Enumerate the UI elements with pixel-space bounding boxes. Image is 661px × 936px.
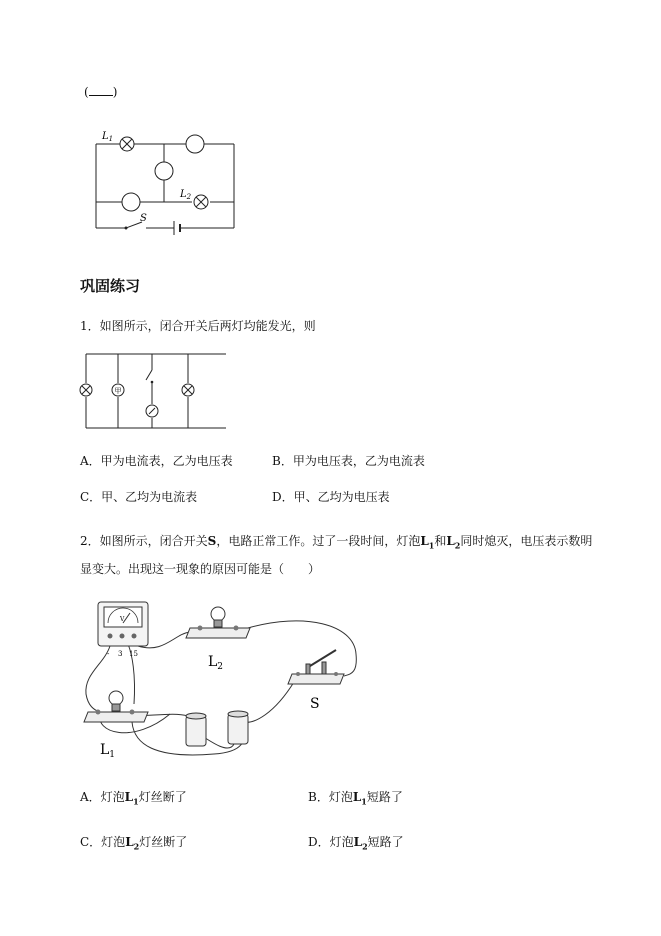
voltmeter-icon	[98, 602, 148, 658]
label-L2: $L_2$	[180, 189, 192, 201]
fig-label-L1: $L_1$	[100, 742, 116, 760]
fig-label-S: S	[310, 696, 320, 712]
q1-option-c[interactable]: C．甲、乙均为电流表	[80, 490, 198, 504]
lamp-L2-board-icon	[186, 607, 250, 638]
q2-stem-line2: 显变大。出现这一现象的原因可能是（ ）	[80, 562, 321, 576]
battery-1-icon	[186, 713, 206, 746]
svg-text:15: 15	[129, 650, 138, 658]
q1-stem: 1．如图所示，闭合开关后两灯均能发光，则	[80, 319, 316, 333]
q1-option-b[interactable]: B．甲为电压表，乙为电流表	[272, 454, 425, 468]
section-title: 巩固练习	[80, 277, 141, 295]
meter-middle-icon	[155, 162, 173, 180]
q1-option-d[interactable]: D．甲、乙均为电压表	[272, 490, 390, 504]
q2-option-d[interactable]: D．灯泡$L_2$短路了	[308, 835, 404, 852]
q2-stem-line1: 2．如图所示，闭合开关S，电路正常工作。过了一段时间，灯泡$L_1$和$L_2$同时熄灭，电压表示数明	[80, 534, 593, 551]
q1-meter-yi-icon	[146, 405, 158, 417]
q2-option-b[interactable]: B．灯泡$L_1$短路了	[308, 790, 403, 807]
prev-circuit-diagram	[90, 120, 250, 240]
q1-lamp-left-icon	[80, 384, 92, 396]
meter-bottom-left-icon	[122, 193, 140, 211]
switch-contact-icon	[125, 227, 128, 230]
q2-option-c[interactable]: C．灯泡$L_2$灯丝断了	[80, 835, 188, 852]
meter-top-right-icon	[186, 135, 204, 153]
q1-switch-contact-icon	[151, 381, 154, 384]
fig-label-L2: $L_2$	[208, 654, 224, 672]
q1-circuit-diagram	[76, 348, 236, 434]
svg-text:甲: 甲	[114, 387, 122, 395]
q1-option-a[interactable]: A．甲为电流表，乙为电压表	[80, 454, 233, 468]
q1-meter-jia-icon	[112, 384, 124, 396]
answer-blank	[89, 85, 113, 96]
lamp-L1-icon	[120, 137, 134, 151]
svg-text:3: 3	[118, 650, 123, 658]
svg-text:-: -	[107, 650, 110, 658]
label-S: S	[140, 213, 147, 224]
label-L1: $L_1$	[102, 131, 114, 143]
q2-circuit-figure	[74, 594, 374, 766]
q2-option-a[interactable]: A．灯泡$L_1$灯丝断了	[80, 790, 187, 807]
battery-2-icon	[228, 711, 248, 744]
switch-S-board-icon	[288, 650, 344, 684]
lamp-L2-icon	[194, 195, 208, 209]
lamp-L1-board-icon	[84, 691, 148, 722]
svg-text:V: V	[120, 616, 125, 623]
answer-bracket: ( )	[84, 85, 118, 99]
q1-lamp-right-icon	[182, 384, 194, 396]
